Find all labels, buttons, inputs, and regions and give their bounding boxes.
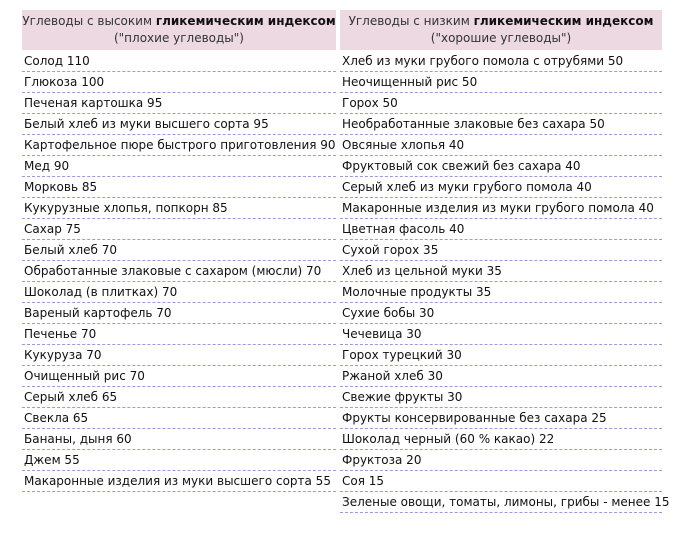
low-gi-row: Свежие фрукты 30 [340,387,662,408]
low-gi-row: Хлеб из цельной муки 35 [340,261,662,282]
high-gi-row: Мед 90 [22,156,336,177]
low-gi-row: Хлеб из муки грубого помола с отрубями 50 [340,51,662,72]
header-low-gi-pre: Углеводы с низким [348,14,474,28]
high-gi-row: Белый хлеб 70 [22,240,336,261]
low-gi-row: Соя 15 [340,471,662,492]
high-gi-row: Очищенный рис 70 [22,366,336,387]
low-gi-row: Ржаной хлеб 30 [340,366,662,387]
header-high-gi-title [22,13,336,30]
low-gi-row: Макаронные изделия из муки грубого помола 40 [340,198,662,219]
high-gi-row: Бананы, дыня 60 [22,429,336,450]
high-gi-row: Сахар 75 [22,219,336,240]
high-gi-row: Картофельное пюре быстрого приготовления 90 [22,135,336,156]
header-high-gi-subtitle: ("плохие углеводы") [113,31,244,45]
low-gi-row: Фрукты консервированные без сахара 25 [340,408,662,429]
low-gi-row: Шоколад черный (60 % какао) 22 [340,429,662,450]
high-gi-row: Печенье 70 [22,324,336,345]
header-high-gi-bold: гликемическим индексом [155,14,336,28]
low-gi-row: Необработанные злаковые без сахара 50 [340,114,662,135]
high-gi-row: Макаронные изделия из муки высшего сорта 55 [22,471,336,492]
low-gi-row: Сухой горох 35 [340,240,662,261]
high-gi-row: Свекла 65 [22,408,336,429]
high-gi-row: Обработанные злаковые с сахаром (мюсли) 70 [22,261,336,282]
high-gi-row: Белый хлеб из муки высшего сорта 95 [22,114,336,135]
low-gi-row: Фруктоза 20 [340,450,662,471]
high-gi-row: Вареный картофель 70 [22,303,336,324]
header-high-gi [22,10,336,50]
low-gi-row: Зеленые овощи, томаты, лимоны, грибы - менее 15 [340,492,662,513]
low-gi-row: Горох 50 [340,93,662,114]
high-gi-row: Кукурузные хлопья, попкорн 85 [22,198,336,219]
high-gi-row: Глюкоза 100 [22,72,336,93]
low-gi-row: Серый хлеб из муки грубого помола 40 [340,177,662,198]
high-gi-row: Кукуруза 70 [22,345,336,366]
header-high-gi-pre: Углеводы с высоким [22,14,156,28]
gi-table [22,10,670,513]
high-gi-row: Морковь 85 [22,177,336,198]
low-gi-column [340,51,670,513]
header-low-gi [340,10,662,50]
low-gi-row: Овсяные хлопья 40 [340,135,662,156]
table-body [22,51,670,513]
low-gi-row: Цветная фасоль 40 [340,219,662,240]
low-gi-row: Чечевица 30 [340,324,662,345]
table-header [22,10,662,50]
header-low-gi-subtitle: ("хорошие углеводы") [430,31,572,45]
low-gi-row: Неочищенный рис 50 [340,72,662,93]
low-gi-row: Молочные продукты 35 [340,282,662,303]
low-gi-row: Фруктовый сок свежий без сахара 40 [340,156,662,177]
high-gi-row [22,492,336,513]
header-low-gi-bold: гликемическим индексом [473,14,654,28]
high-gi-row: Джем 55 [22,450,336,471]
high-gi-row: Шоколад (в плитках) 70 [22,282,336,303]
high-gi-row: Солод 110 [22,51,336,72]
high-gi-column [22,51,336,513]
low-gi-row: Горох турецкий 30 [340,345,662,366]
high-gi-row: Серый хлеб 65 [22,387,336,408]
high-gi-row: Печеная картошка 95 [22,93,336,114]
low-gi-row: Сухие бобы 30 [340,303,662,324]
header-low-gi-title [340,13,662,30]
